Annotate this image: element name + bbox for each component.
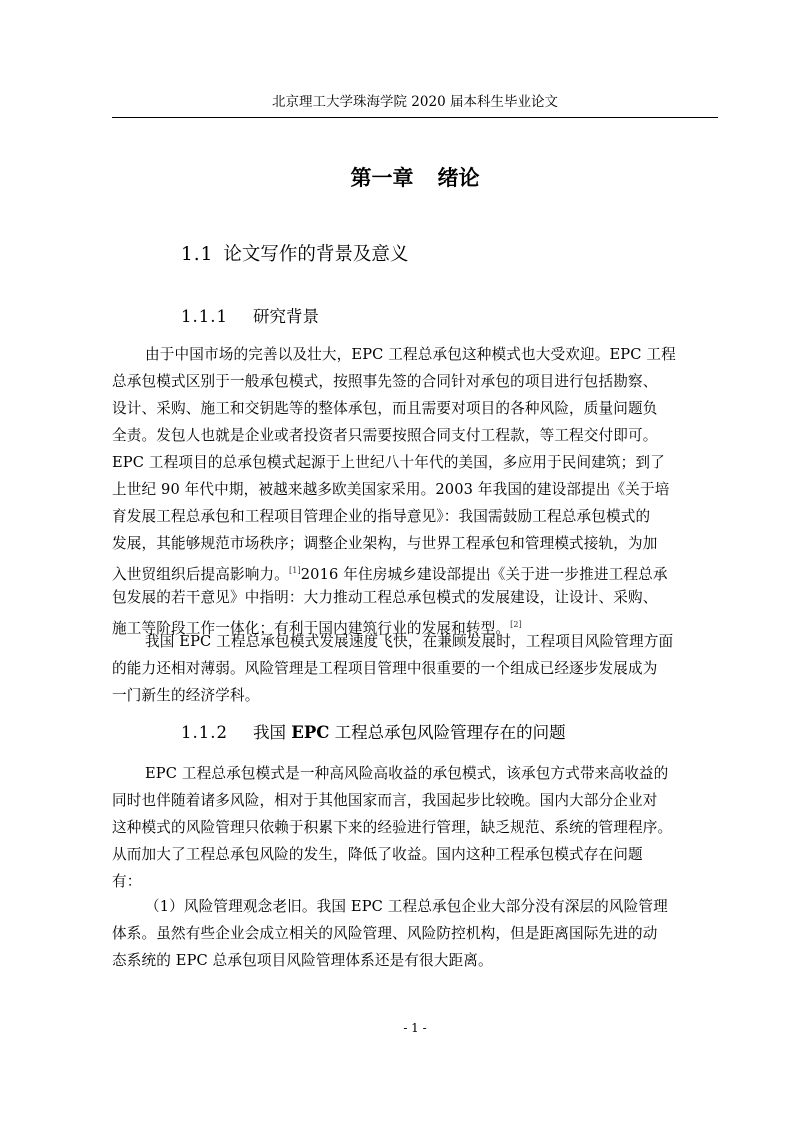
text-line: 同时也伴随着诸多风险，相对于其他国家而言，我国起步比较晚。国内大部分企业对 [112,792,658,809]
text-segment: 施工等阶段工作一体化；有利于国内建筑行业的发展和转型。 [112,620,511,637]
subsection-title-part: 工程总承包风险管理存在的问题 [334,723,566,742]
paragraph-problem-1 [112,893,718,974]
citation-ref-1: [1] [288,566,301,575]
header-rule [112,117,718,118]
subsection-title-epc: EPC [291,723,330,742]
text-line: EPC 工程项目的总承包模式起源于上世纪八十年代的美国，多应用于民间建筑；到了 [112,454,665,471]
subsection-title-part: 我国 [253,723,286,742]
text-line: 总承包模式区别于一般承包模式，按照事先签的合同针对承包的项目进行包括勘察、 [112,373,658,390]
text-segment: 入世贸组织后提高影响力。 [112,566,289,583]
text-line: 我国 EPC 工程总承包模式发展速度飞快，在兼顾发展时，工程项目风险管理方面 [145,633,674,650]
page-number: - 1 - [403,1021,427,1035]
text-line [112,557,718,584]
paragraph-background [112,341,718,638]
text-line: 包发展的若干意见》中指明：大力推动工程总承包模式的发展建设，让设计、采购、 [112,589,658,606]
text-line: 由于中国市场的完善以及壮大，EPC 工程总承包这种模式也大受欢迎。EPC 工程 [145,346,676,363]
subsection-heading-1-1-1 [181,306,319,328]
text-segment: 2016 年住房城乡建设部提出《关于进一步推进工程总承 [300,566,668,583]
subsection-number: 1.1.1 [181,307,228,326]
citation-ref-2: [2] [510,620,522,629]
text-line: 体系。虽然有些企业会成立相关的风险管理、风险防控机构，但是距离国际先进的动 [112,925,658,942]
text-line: 设计、采购、施工和交钥匙等的整体承包，而且需要对项目的各种风险，质量问题负 [112,400,658,417]
chapter-number: 第一章 [350,165,414,190]
text-line: 育发展工程总承包和工程项目管理企业的指导意见》：我国需鼓励工程总承包模式的 [112,508,651,525]
paragraph-problems [112,760,718,895]
section-title: 论文写作的背景及意义 [223,244,409,265]
text-line: （1）风险管理观念老旧。我国 EPC 工程总承包企业大部分没有深层的风险管理 [145,898,668,915]
paragraph-risk-capability [112,628,718,709]
text-line: 这种模式的风险管理只依赖于积累下来的经验进行管理，缺乏规范、系统的管理程序。 [112,819,673,836]
running-header: 北京理工大学珠海学院 2020 届本科生毕业论文 [272,94,558,110]
text-line: 发展，其能够规范市场秩序；调整企业架构，与世界工程承包和管理模式接轨，为加 [112,535,658,552]
section-heading-1-1 [181,242,408,268]
text-line: EPC 工程总承包模式是一种高风险高收益的承包模式，该承包方式带来高收益的 [145,765,669,782]
text-line: 从而加大了工程总承包风险的发生，降低了收益。国内这种工程承包模式存在问题 [112,846,643,863]
section-number: 1.1 [181,244,214,265]
text-line: 上世纪 90 年代中期，被越来越多欧美国家采用。2003 年我国的建设部提出《关于培 [112,481,670,498]
subsection-number: 1.1.2 [181,723,228,742]
text-line: 态系统的 EPC 总承包项目风险管理体系还是有很大距离。 [112,952,493,969]
text-line: 的能力还相对薄弱。风险管理是工程项目管理中很重要的一个组成已经逐步发展成为 [112,660,658,677]
text-line: 全责。发包人也就是企业或者投资者只需要按照合同支付工程款，等工程交付即可。 [112,427,658,444]
subsection-title: 研究背景 [253,307,319,326]
text-line: 有： [112,873,142,890]
chapter-name: 绪论 [437,165,480,190]
text-line: 一门新生的经济学科。 [112,687,260,704]
subsection-heading-1-1-2 [181,722,566,744]
chapter-title [112,164,718,192]
